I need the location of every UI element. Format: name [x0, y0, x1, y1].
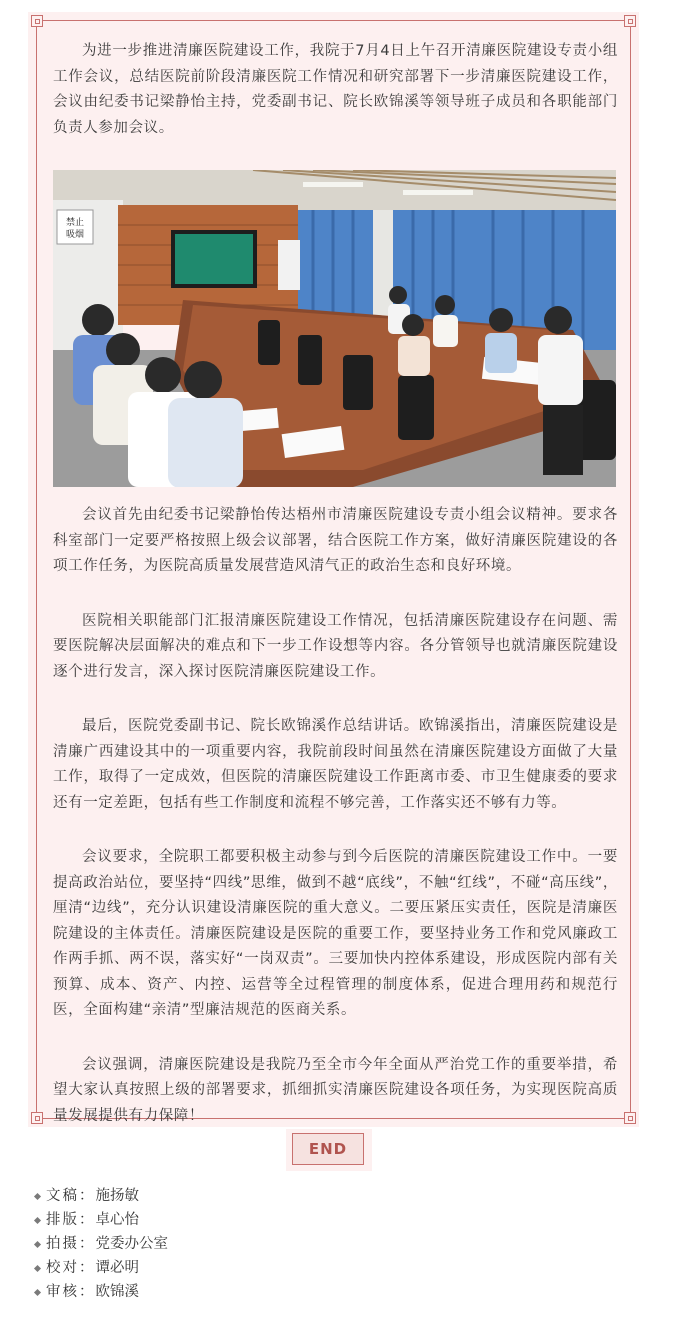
corner-ornament-icon: [624, 15, 636, 27]
credit-layout: 排版： 卓心怡: [33, 1208, 168, 1232]
no-smoking-sign: 禁止: [65, 218, 85, 228]
diamond-bullet-icon: [34, 1288, 41, 1295]
end-label: END: [292, 1133, 364, 1165]
credits-list: [33, 1184, 168, 1304]
paragraph-conveying: 会议首先由纪委书记梁静怡传达梧州市清廉医院建设专责小组会议精神。要求各科室部门一定要严格按照上级会议部署，结合医院工作方案，做好清廉医院建设的各项工作任务，为医院高质量发展营造风清气正的政治生态和良好环境。: [53, 507, 618, 574]
end-marker: [286, 1129, 372, 1171]
article-body: [53, 39, 618, 1158]
article-card: [28, 12, 639, 1127]
paragraph-requirements: 会议要求，全院职工都要积极主动参与到今后医院的清廉医院建设工作中。一要提高政治站位，要坚持“四线”思维，做到不越“底线”，不触“红线”，不碰“高压线”，厘清“边线”，充分认识建设清廉医院的重大意义。二要压紧压实责任，医院是清廉医院建设的主体责任。清廉医院建设是医院的重要工作，要坚持业务工作和党风廉政工作两手抓、两不误，落实好“一岗双责”。三要加快内控体系建设，形成医院内部有关预算、成本、资产、内控、运营等全过程管理的制度体系，促进合理用药和规范行医，全面构建“亲清”型廉洁规范的医商关系。: [53, 849, 618, 1018]
credit-review: 审核： 欧锦溪: [33, 1280, 168, 1304]
meeting-photo: [53, 170, 616, 487]
svg-text:吸烟: 吸烟: [65, 230, 85, 240]
diamond-bullet-icon: [34, 1216, 41, 1223]
credit-photo: 拍摄： 党委办公室: [33, 1232, 168, 1256]
diamond-bullet-icon: [34, 1240, 41, 1247]
paragraph-emphasis: 会议强调，清廉医院建设是我院乃至全市今年全面从严治党工作的重要举措，希望大家认真按照上级的部署要求，抓细抓实清廉医院建设各项任务，为实现医院高质量发展提供有力保障！: [53, 1056, 618, 1124]
paragraph-intro: 为进一步推进清廉医院建设工作，我院于7月4日上午召开清廉医院建设专责小组工作会议，总结医院前阶段清廉医院工作情况和研究部署下一步清廉医院建设工作，会议由纪委书记梁静怡主持，党委副书记、院长欧锦溪等领导班子成员和各职能部门负责人参加会议。: [53, 43, 618, 136]
corner-ornament-icon: [31, 1112, 43, 1124]
diamond-bullet-icon: [34, 1192, 41, 1199]
paragraph-reports: 医院相关职能部门汇报清廉医院建设工作情况，包括清廉医院建设存在问题、需要医院解决层面解决的难点和下一步工作设想等内容。各分管领导也就清廉医院建设逐个进行发言，深入探讨医院清廉医院建设工作。: [53, 612, 618, 680]
paragraph-summary: 最后，医院党委副书记、院长欧锦溪作总结讲话。欧锦溪指出，清廉医院建设是清廉广西建设其中的一项重要内容，我院前段时间虽然在清廉医院建设方面做了大量工作，取得了一定成效，但医院的清廉医院建设工作距离市委、市卫生健康委的要求还有一定差距，包括有些工作制度和流程不够完善，工作落实还不够有力等。: [53, 718, 618, 811]
corner-ornament-icon: [624, 1112, 636, 1124]
diamond-bullet-icon: [34, 1264, 41, 1271]
credit-proofread: 校对： 谭必明: [33, 1256, 168, 1280]
corner-ornament-icon: [31, 15, 43, 27]
credit-writer: 文稿： 施扬敏: [33, 1184, 168, 1208]
